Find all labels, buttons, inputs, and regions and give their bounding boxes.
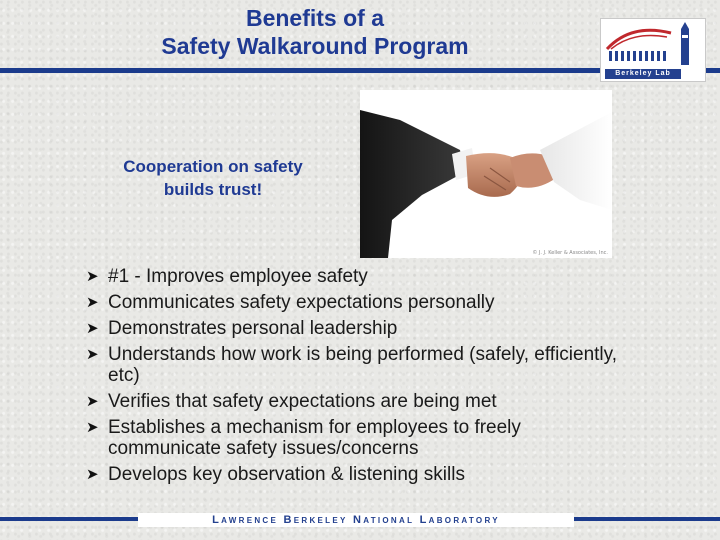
bullet-text: Verifies that safety expectations are being met bbox=[108, 391, 497, 412]
list-item bbox=[86, 417, 626, 459]
berkeley-lab-logo-icon bbox=[600, 18, 706, 82]
slide-title bbox=[100, 4, 530, 60]
callout-text bbox=[96, 155, 330, 201]
bullet-text: Establishes a mechanism for employees to freely communicate safety issues/concerns bbox=[108, 417, 521, 459]
title-line-2: Safety Walkaround Program bbox=[161, 33, 469, 59]
list-item bbox=[86, 292, 626, 313]
list-item bbox=[86, 318, 626, 339]
arrow-bullet-icon: ➤ bbox=[86, 268, 99, 285]
handshake-photo bbox=[360, 90, 612, 258]
list-item bbox=[86, 266, 626, 287]
arrow-bullet-icon: ➤ bbox=[86, 393, 99, 410]
arrow-bullet-icon: ➤ bbox=[86, 294, 99, 311]
benefits-list bbox=[86, 266, 626, 490]
footer-text: Lawrence Berkeley National Laboratory bbox=[212, 514, 500, 526]
callout-line-2: builds trust! bbox=[163, 180, 263, 199]
bullet-text: Develops key observation & listening skills bbox=[108, 464, 465, 485]
callout-line-1: Cooperation on safety bbox=[123, 157, 303, 176]
arrow-bullet-icon: ➤ bbox=[86, 419, 99, 436]
bullet-text: Communicates safety expectations personally bbox=[108, 292, 495, 313]
title-line-1: Benefits of a bbox=[245, 5, 385, 31]
photo-credit: © J. J. Keller & Associates, Inc. bbox=[532, 250, 608, 256]
bullet-text: Understands how work is being performed (safely, efficiently, etc) bbox=[108, 344, 618, 386]
arrow-bullet-icon: ➤ bbox=[86, 320, 99, 337]
bullet-text: Demonstrates personal leadership bbox=[108, 318, 398, 339]
arrow-bullet-icon: ➤ bbox=[86, 346, 99, 363]
bullet-text: #1 - Improves employee safety bbox=[108, 266, 368, 287]
list-item bbox=[86, 344, 626, 386]
list-item bbox=[86, 464, 626, 485]
logo-label: Berkeley Lab bbox=[605, 69, 681, 79]
arrow-bullet-icon: ➤ bbox=[86, 466, 99, 483]
list-item bbox=[86, 391, 626, 412]
